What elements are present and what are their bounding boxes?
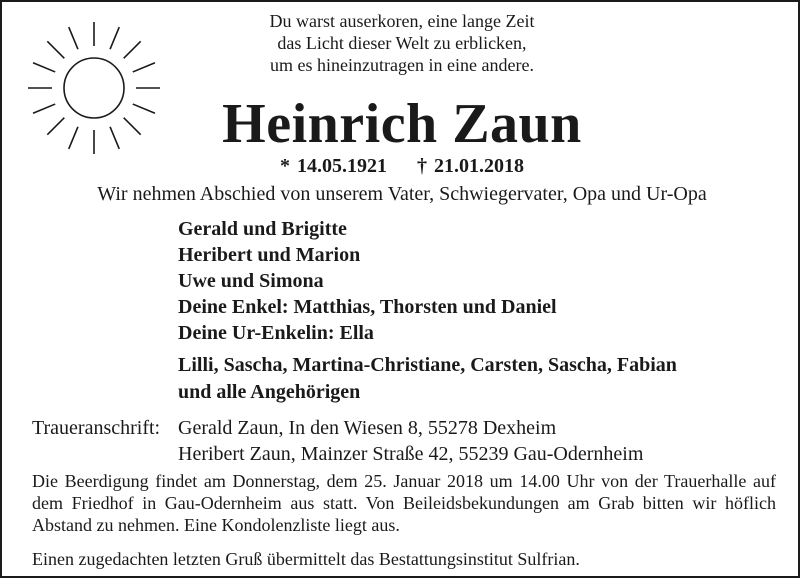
poem-line: Du warst auserkoren, eine lange Zeit [269, 11, 535, 31]
sun-ray [69, 27, 78, 49]
mourners-line: und alle Angehörigen [178, 381, 361, 403]
sun-ray [133, 63, 155, 72]
mourners-line: Lilli, Sascha, Martina-Christiane, Carsten, Sascha, Fabian [178, 354, 677, 376]
sun-ray [47, 41, 64, 58]
sun-ray [124, 41, 141, 58]
birth-date: * 14.05.1921 [280, 155, 387, 177]
address-line: Heribert Zaun, Mainzer Straße 42, 55239 Gau-Odernheim [178, 443, 644, 465]
sun-ray [110, 27, 119, 49]
sun-ray [33, 63, 55, 72]
death-date: † 21.01.2018 [417, 155, 524, 177]
address-label: Traueranschrift: [32, 417, 161, 439]
farewell-line: Wir nehmen Abschied von unserem Vater, Schwiegervater, Opa und Ur-Opa [97, 183, 707, 205]
poem-line: um es hineinzutragen in eine andere. [270, 55, 534, 75]
address-line: Gerald Zaun, In den Wiesen 8, 55278 Dexheim [178, 417, 557, 439]
other-mourners [178, 352, 677, 406]
undertaker-greeting: Einen zugedachten letzten Gruß übermittelt das Bestattungsinstitut Sulfrian. [32, 549, 580, 569]
life-dates [2, 154, 800, 178]
family-member: Heribert und Marion [178, 244, 361, 266]
poem [202, 10, 602, 76]
family-member: Gerald und Brigitte [178, 218, 347, 240]
family-member: Deine Enkel: Matthias, Thorsten und Daniel [178, 296, 557, 318]
funeral-info: Die Beerdigung findet am Donnerstag, dem 25. Januar 2018 um 14.00 Uhr von der Trauerhalle auf dem Friedhof in Gau-Odernheim aus statt. Von Beileidsbekundungen am Grab bitten wir höflich Abstand zu nehmen. Eine Kondolenzliste liegt aus. [32, 471, 776, 535]
family-member: Deine Ur-Enkelin: Ella [178, 322, 374, 344]
poem-line: das Licht dieser Welt zu erblicken, [277, 33, 527, 53]
deceased-name: Heinrich Zaun [222, 93, 582, 155]
family-member: Uwe und Simona [178, 270, 324, 292]
mourning-address [32, 415, 643, 467]
family-list [178, 216, 557, 346]
